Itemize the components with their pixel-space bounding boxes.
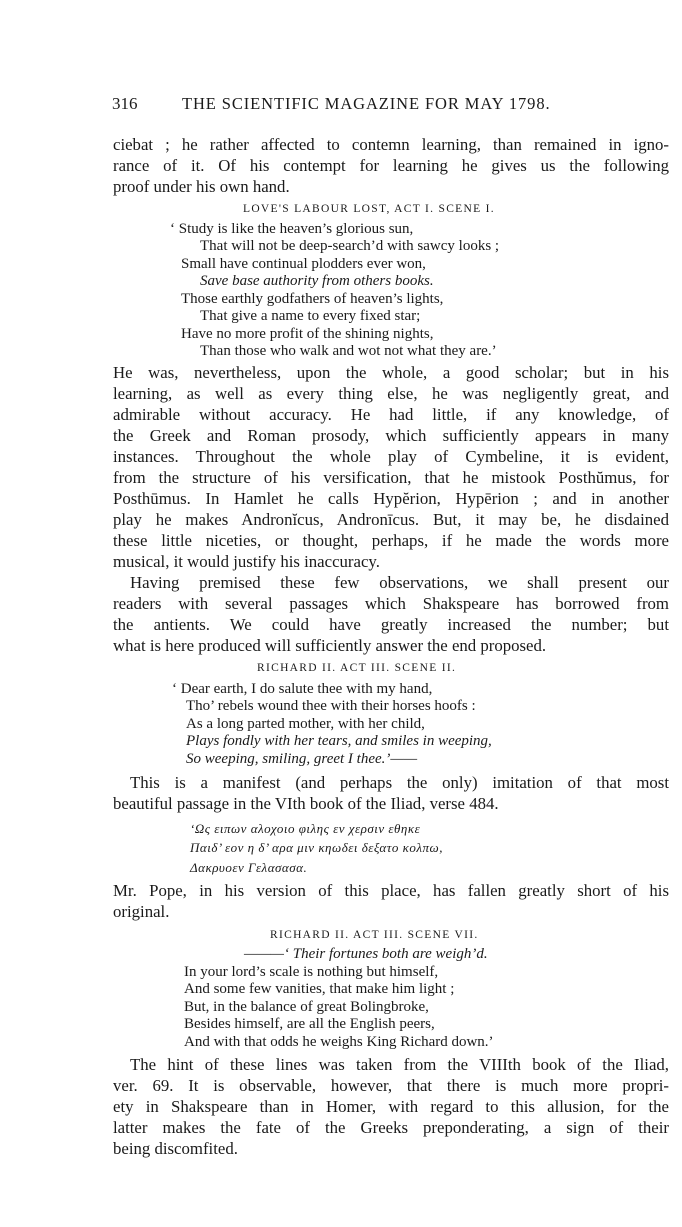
quote1-heading: LOVE'S LABOUR LOST, ACT I. SCENE I. [243, 203, 495, 215]
quote1-line-6: That give a name to every fixed star; [200, 308, 421, 324]
quote3-line-2: In your lord’s scale is nothing but himself, [184, 964, 439, 980]
para6-line-5: being discomfited. [113, 1139, 238, 1158]
quote1-line-3: Small have continual plodders ever won, [181, 256, 426, 272]
quote1-line-1: ‘ Study is like the heaven’s glorious sun, [170, 221, 414, 237]
para3-line-3: the antients. We could have greatly increased the number; but [113, 615, 669, 634]
para4-line-1: This is a manifest (and perhaps the only) imitation of that most [130, 773, 669, 792]
quote2-line-5: So weeping, smiling, greet I thee.’—— [186, 751, 418, 767]
para2-line-9: these little niceties, or thought, perhaps, if he made the words more [113, 531, 669, 550]
para6-line-4: latter makes the fate of the Greeks preponderating, a sign of their [113, 1118, 669, 1137]
quote2-line-1: ‘ Dear earth, I do salute thee with my hand, [172, 681, 433, 697]
quote3-line-1: ———‘ Their fortunes both are weigh’d. [244, 946, 488, 962]
para5-line-2: original. [113, 902, 170, 921]
quote2-line-2: Tho’ rebels wound thee with their horses hoofs : [186, 698, 476, 714]
para2-line-6: from the structure of his versification, that he mistook Posthŭmus, for [113, 468, 669, 487]
para6-line-2: ver. 69. It is observable, however, that there is much more propri- [113, 1076, 669, 1095]
page-number: 316 [112, 94, 138, 113]
para5-line-1: Mr. Pope, in his version of this place, has fallen greatly short of his [113, 881, 669, 900]
para6-line-3: ety in Shakspeare than in Homer, with regard to this allusion, for the [113, 1097, 669, 1116]
quote1-line-8: Than those who walk and wot not what they are.’ [200, 343, 497, 359]
quote3-heading: RICHARD II. ACT III. SCENE VII. [270, 929, 479, 941]
para2-line-3: admirable without accuracy. He had little, if any knowledge, of [113, 405, 669, 424]
para2-line-10: musical, it would justify his inaccuracy. [113, 552, 380, 571]
para2-line-8: play he makes Andronĭcus, Andronīcus. But, it may be, he disdained [113, 510, 669, 529]
quote3-line-5: Besides himself, are all the English peers, [184, 1016, 435, 1032]
para2-line-1: He was, nevertheless, upon the whole, a good scholar; but in his [113, 363, 669, 382]
greek-line-2: Παιδ’ εον η δ’ αρα μιν κηωδει δεξατο κολπω, [190, 840, 443, 855]
quote3-line-3: And some few vanities, that make him light ; [184, 981, 455, 997]
quote2-line-3: As a long parted mother, with her child, [186, 716, 425, 732]
para3-line-2: readers with several passages which Shakspeare has borrowed from [113, 594, 669, 613]
quote2-line-4: Plays fondly with her tears, and smiles in weeping, [186, 733, 492, 749]
running-title: THE SCIENTIFIC MAGAZINE FOR MAY 1798. [182, 94, 551, 113]
para3-line-1: Having premised these few observations, we shall present our [130, 573, 669, 592]
para1-line-2: rance of it. Of his contempt for learning he gives us the following [113, 156, 669, 175]
greek-line-1: ‘Ως ειπων αλοχοιο φιλης εν χερσιν εθηκε [190, 821, 421, 836]
greek-line-3: Δακρυοεν Γελασασα. [190, 860, 308, 875]
quote1-line-7: Have no more profit of the shining nights, [181, 326, 434, 342]
para2-line-4: the Greek and Roman prosody, which sufficiently appears in many [113, 426, 669, 445]
quote1-line-2: That will not be deep-search’d with sawcy looks ; [200, 238, 500, 254]
para2-line-5: instances. Throughout the whole play of Cymbeline, it is evident, [113, 447, 669, 466]
para4-line-2: beautiful passage in the VIth book of the Iliad, verse 484. [113, 794, 499, 813]
para2-line-2: learning, as well as every thing else, he was negligently great, and [113, 384, 669, 403]
para1-line-1: ciebat ; he rather affected to contemn learning, than remained in igno- [113, 135, 669, 154]
page-header [112, 94, 672, 120]
para1-line-3: proof under his own hand. [113, 177, 290, 196]
quote1-line-4: Save base authority from others books. [200, 273, 434, 289]
quote3-line-4: But, in the balance of great Bolingbroke, [184, 999, 429, 1015]
para6-line-1: The hint of these lines was taken from the VIIIth book of the Iliad, [130, 1055, 669, 1074]
para2-line-7: Posthūmus. In Hamlet he calls Hypĕrion, Hypērion ; and in another [113, 489, 669, 508]
para3-line-4: what is here produced will sufficiently answer the end proposed. [113, 636, 547, 655]
quote1-line-5: Those earthly godfathers of heaven’s lights, [181, 291, 444, 307]
quote2-heading: RICHARD II. ACT III. SCENE II. [257, 662, 457, 674]
quote3-line-6: And with that odds he weighs King Richard down.’ [184, 1034, 494, 1050]
